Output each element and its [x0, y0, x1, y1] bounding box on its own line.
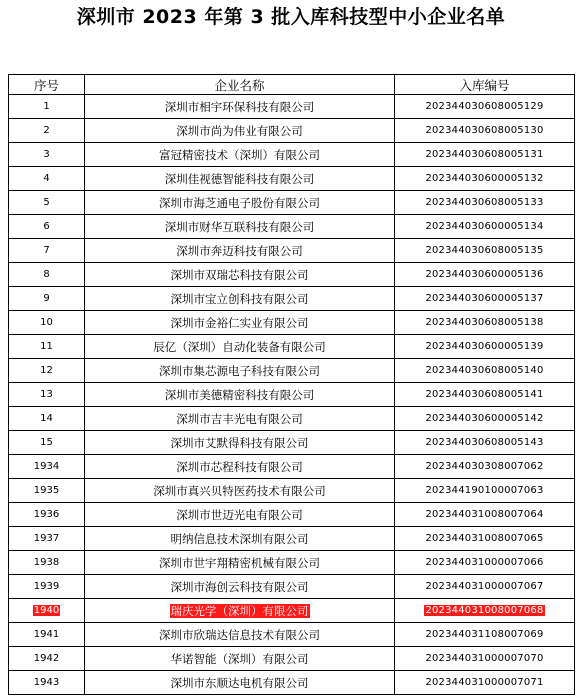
cell-company-name-text: 深圳市集芯源电子科技有限公司	[159, 363, 320, 378]
document-title: 深圳市 2023 年第 3 批入库科技型中小企业名单	[76, 6, 506, 28]
cell-company-name	[85, 647, 395, 671]
cell-serial-number	[9, 119, 85, 143]
header-company-name: 企业名称	[85, 75, 395, 95]
table-row	[9, 623, 575, 647]
cell-registration-number	[395, 671, 575, 695]
cell-company-name-text: 辰亿（深圳）自动化装备有限公司	[153, 339, 326, 354]
cell-registration-number	[395, 191, 575, 215]
table-row	[9, 143, 575, 167]
table-row	[9, 383, 575, 407]
cell-registration-number-text: 202344031000007066	[425, 557, 544, 568]
cell-company-name-text: 深圳市世宇翔精密机械有限公司	[159, 555, 320, 570]
cell-company-name	[85, 263, 395, 287]
table-row	[9, 503, 575, 527]
cell-company-name-text: 深圳市吉丰光电有限公司	[176, 411, 303, 426]
cell-company-name-text: 深圳市欣瑞达信息技术有限公司	[159, 627, 320, 642]
cell-serial-number	[9, 503, 85, 527]
cell-registration-number-text: 202344030608005133	[425, 197, 544, 208]
cell-registration-number	[395, 167, 575, 191]
cell-company-name-text: 深圳市艾默得科技有限公司	[170, 435, 309, 450]
cell-serial-number	[9, 263, 85, 287]
cell-serial-number	[9, 287, 85, 311]
cell-serial-number-text: 5	[43, 197, 50, 208]
cell-serial-number-text: 1	[43, 101, 50, 112]
cell-serial-number	[9, 575, 85, 599]
cell-company-name	[85, 335, 395, 359]
cell-serial-number	[9, 455, 85, 479]
table-row	[9, 119, 575, 143]
cell-registration-number	[395, 527, 575, 551]
cell-company-name-text: 深圳市金裕仁实业有限公司	[170, 315, 309, 330]
cell-company-name-text: 明纳信息技术深圳有限公司	[170, 531, 309, 546]
cell-serial-number-text: 8	[43, 269, 50, 280]
cell-company-name	[85, 215, 395, 239]
cell-company-name-text: 深圳市相宇环保科技有限公司	[164, 99, 315, 114]
cell-company-name	[85, 95, 395, 119]
cell-serial-number-text: 1940	[33, 605, 60, 616]
cell-serial-number-text: 1935	[33, 485, 60, 496]
cell-registration-number	[395, 287, 575, 311]
cell-serial-number-text: 13	[40, 389, 53, 400]
cell-registration-number	[395, 143, 575, 167]
cell-company-name-text: 深圳市美德精密科技有限公司	[164, 387, 315, 402]
cell-company-name	[85, 527, 395, 551]
cell-registration-number-text: 202344030608005135	[425, 245, 544, 256]
cell-company-name	[85, 239, 395, 263]
cell-serial-number	[9, 359, 85, 383]
cell-company-name	[85, 407, 395, 431]
cell-company-name	[85, 455, 395, 479]
cell-serial-number	[9, 599, 85, 623]
cell-serial-number-text: 1936	[33, 509, 60, 520]
cell-serial-number-text: 12	[40, 365, 53, 376]
cell-registration-number	[395, 311, 575, 335]
cell-company-name	[85, 119, 395, 143]
table-row	[9, 335, 575, 359]
cell-company-name-text: 深圳市世迈光电有限公司	[176, 507, 303, 522]
cell-serial-number	[9, 311, 85, 335]
cell-company-name-text: 深圳市财华互联科技有限公司	[164, 219, 315, 234]
cell-serial-number	[9, 191, 85, 215]
cell-registration-number	[395, 647, 575, 671]
cell-serial-number-text: 1934	[33, 461, 60, 472]
cell-registration-number-text: 202344030608005131	[425, 149, 544, 160]
table-row	[9, 263, 575, 287]
cell-company-name-text: 华诺智能（深圳）有限公司	[170, 651, 309, 666]
cell-serial-number	[9, 527, 85, 551]
cell-company-name-text: 富冠精密技术（深圳）有限公司	[159, 147, 320, 162]
cell-serial-number-text: 9	[43, 293, 50, 304]
cell-serial-number	[9, 671, 85, 695]
cell-serial-number-text: 1941	[33, 629, 60, 640]
cell-registration-number	[395, 95, 575, 119]
cell-registration-number-text: 202344031000007070	[425, 653, 544, 664]
cell-serial-number	[9, 239, 85, 263]
cell-registration-number	[395, 359, 575, 383]
cell-registration-number	[395, 623, 575, 647]
table-row	[9, 215, 575, 239]
cell-registration-number	[395, 599, 575, 623]
cell-serial-number	[9, 647, 85, 671]
cell-serial-number-text: 1942	[33, 653, 60, 664]
cell-registration-number-text: 202344030608005129	[425, 101, 544, 112]
cell-registration-number	[395, 431, 575, 455]
table-header-row	[9, 75, 575, 95]
cell-company-name	[85, 191, 395, 215]
cell-company-name-text: 瑞庆光学（深圳）有限公司	[170, 603, 309, 618]
cell-registration-number-text: 202344030608005140	[425, 365, 544, 376]
cell-serial-number-text: 1943	[33, 677, 60, 688]
table-row	[9, 239, 575, 263]
cell-serial-number	[9, 335, 85, 359]
cell-serial-number-text: 6	[43, 221, 50, 232]
cell-registration-number-text: 202344031108007069	[425, 629, 544, 640]
cell-serial-number	[9, 551, 85, 575]
cell-serial-number-text: 14	[40, 413, 53, 424]
cell-company-name	[85, 479, 395, 503]
cell-serial-number-text: 1938	[33, 557, 60, 568]
enterprise-table	[8, 74, 575, 695]
cell-company-name-text: 深圳市芯程科技有限公司	[176, 459, 303, 474]
cell-registration-number-text: 202344030608005141	[425, 389, 544, 400]
cell-registration-number-text: 202344031008007065	[425, 533, 544, 544]
cell-registration-number	[395, 215, 575, 239]
cell-serial-number	[9, 143, 85, 167]
cell-serial-number-text: 3	[43, 149, 50, 160]
cell-serial-number-text: 11	[40, 341, 53, 352]
cell-serial-number	[9, 623, 85, 647]
cell-registration-number-text: 202344030600005136	[425, 269, 544, 280]
cell-company-name-text: 深圳市海创云科技有限公司	[170, 579, 309, 594]
table-body	[9, 95, 575, 695]
cell-registration-number	[395, 407, 575, 431]
table-row	[9, 479, 575, 503]
cell-serial-number	[9, 167, 85, 191]
cell-serial-number-text: 10	[40, 317, 53, 328]
cell-registration-number	[395, 479, 575, 503]
cell-company-name	[85, 575, 395, 599]
cell-registration-number	[395, 455, 575, 479]
table-row	[9, 599, 575, 623]
cell-company-name-text: 深圳市奔迈科技有限公司	[176, 243, 303, 258]
table-row	[9, 407, 575, 431]
cell-registration-number-text: 202344030600005134	[425, 221, 544, 232]
cell-serial-number	[9, 215, 85, 239]
cell-registration-number	[395, 503, 575, 527]
cell-registration-number	[395, 263, 575, 287]
cell-registration-number-text: 202344031000007071	[425, 677, 544, 688]
cell-serial-number-text: 7	[43, 245, 50, 256]
cell-registration-number	[395, 383, 575, 407]
cell-company-name-text: 深圳市尚为伟业有限公司	[176, 123, 303, 138]
cell-company-name	[85, 503, 395, 527]
cell-registration-number-text: 202344190100007063	[425, 485, 544, 496]
table-row	[9, 575, 575, 599]
cell-company-name-text: 深圳市海芝通电子股份有限公司	[159, 195, 320, 210]
cell-registration-number-text: 202344030608005138	[425, 317, 544, 328]
cell-registration-number	[395, 335, 575, 359]
cell-registration-number-text: 202344030600005139	[425, 341, 544, 352]
cell-company-name-text: 深圳市真兴贝特医药技术有限公司	[153, 483, 326, 498]
table-row	[9, 95, 575, 119]
cell-registration-number-text: 202344030608005143	[425, 437, 544, 448]
cell-serial-number	[9, 431, 85, 455]
cell-serial-number	[9, 479, 85, 503]
cell-serial-number-text: 1937	[33, 533, 60, 544]
cell-company-name	[85, 359, 395, 383]
table-row	[9, 551, 575, 575]
table-row	[9, 167, 575, 191]
cell-serial-number-text: 4	[43, 173, 50, 184]
cell-serial-number-text: 15	[40, 437, 53, 448]
cell-registration-number	[395, 575, 575, 599]
cell-company-name	[85, 599, 395, 623]
cell-company-name	[85, 287, 395, 311]
table-row	[9, 431, 575, 455]
cell-registration-number-text: 202344030308007062	[425, 461, 544, 472]
cell-registration-number	[395, 119, 575, 143]
cell-company-name	[85, 623, 395, 647]
cell-company-name-text: 深圳佳视德智能科技有限公司	[164, 171, 315, 186]
header-registration-number: 入库编号	[395, 75, 575, 95]
table-row	[9, 287, 575, 311]
cell-registration-number-text: 202344030600005132	[425, 173, 544, 184]
table-row	[9, 359, 575, 383]
cell-registration-number-text: 202344031000007067	[425, 581, 544, 592]
cell-serial-number-text: 1939	[33, 581, 60, 592]
cell-registration-number-text: 202344030608005130	[425, 125, 544, 136]
cell-company-name	[85, 431, 395, 455]
table-row	[9, 647, 575, 671]
cell-company-name	[85, 383, 395, 407]
table-row	[9, 191, 575, 215]
cell-company-name	[85, 311, 395, 335]
cell-company-name-text: 深圳市东顺达电机有限公司	[170, 675, 309, 690]
table-row	[9, 455, 575, 479]
cell-registration-number-text: 202344031008007068	[425, 605, 544, 616]
cell-registration-number	[395, 551, 575, 575]
header-serial-number: 序号	[9, 75, 85, 95]
cell-serial-number-text: 2	[43, 125, 50, 136]
cell-serial-number	[9, 95, 85, 119]
table-row	[9, 671, 575, 695]
table-row	[9, 527, 575, 551]
cell-company-name	[85, 551, 395, 575]
table-row	[9, 311, 575, 335]
cell-company-name-text: 深圳市双瑞芯科技有限公司	[170, 267, 309, 282]
cell-registration-number-text: 202344030600005142	[425, 413, 544, 424]
cell-company-name	[85, 167, 395, 191]
cell-serial-number	[9, 407, 85, 431]
cell-registration-number-text: 202344031008007064	[425, 509, 544, 520]
cell-registration-number	[395, 239, 575, 263]
cell-company-name-text: 深圳市宝立创科技有限公司	[170, 291, 309, 306]
cell-company-name	[85, 671, 395, 695]
cell-registration-number-text: 202344030600005137	[425, 293, 544, 304]
cell-serial-number	[9, 383, 85, 407]
cell-company-name	[85, 143, 395, 167]
